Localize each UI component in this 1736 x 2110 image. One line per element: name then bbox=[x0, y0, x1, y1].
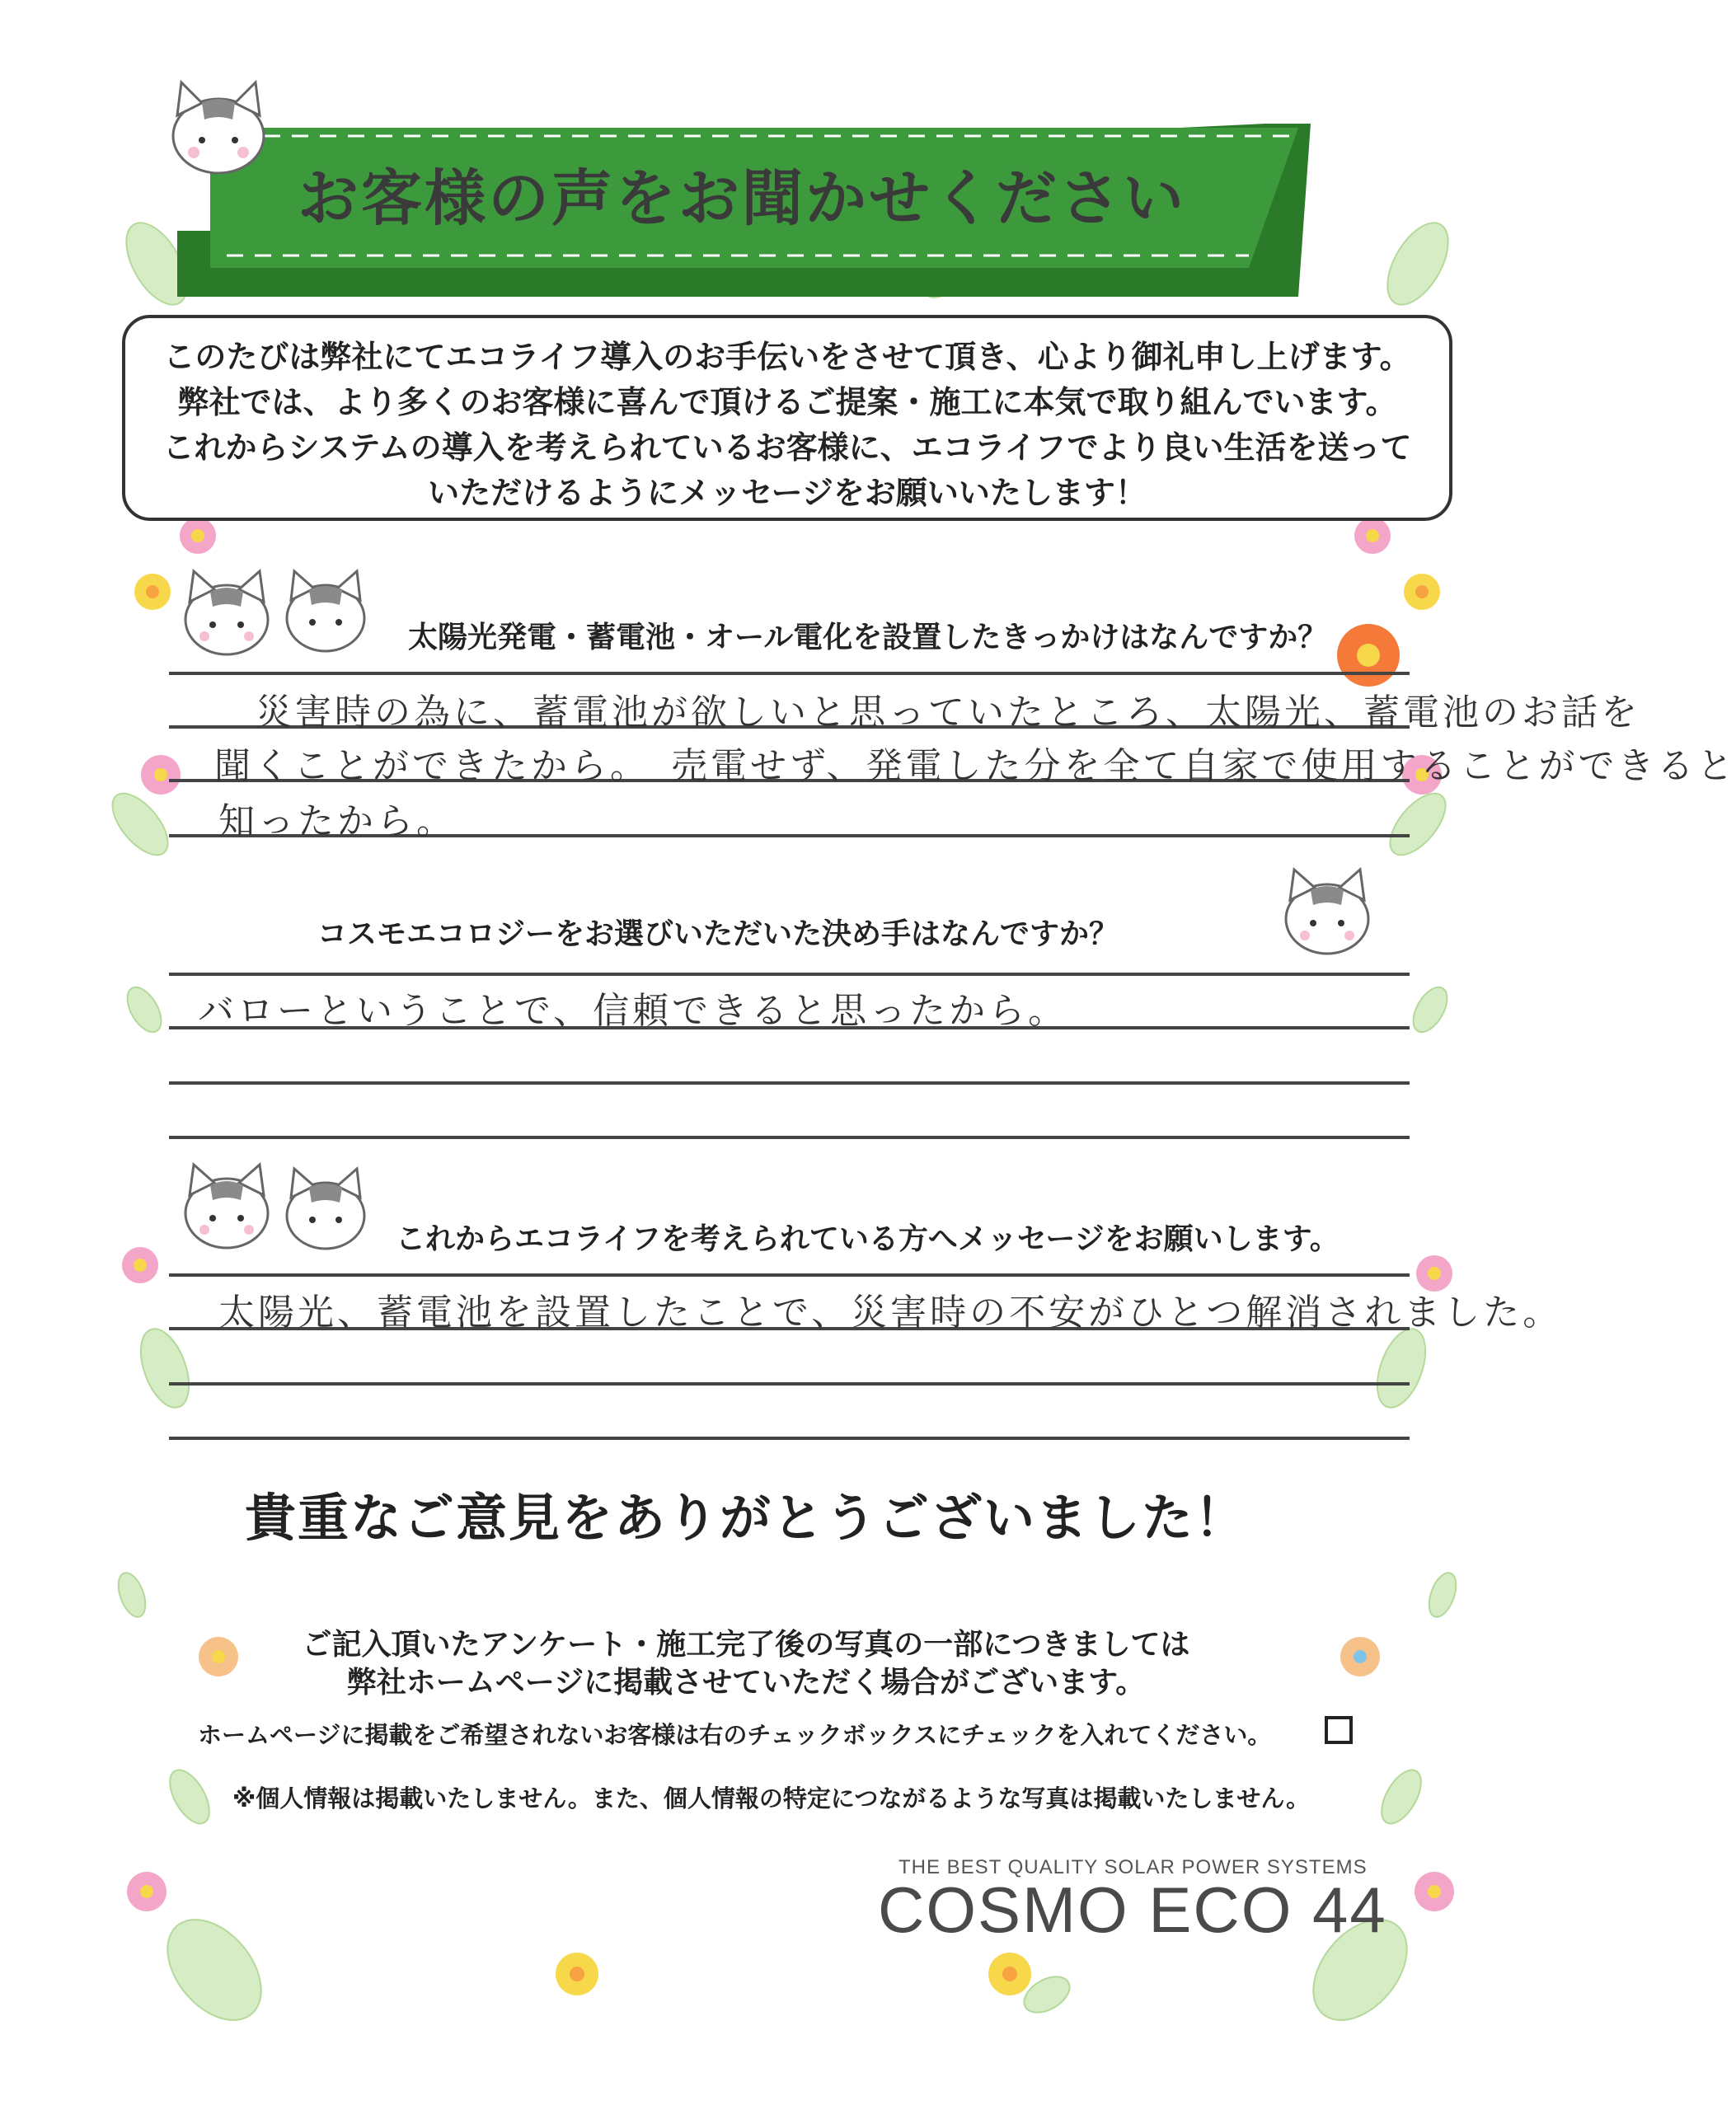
intro-line: このたびは弊社にてエコライフ導入のお手伝いをさせて頂き、心より御礼申し上げます。 bbox=[163, 339, 1411, 375]
logo-tagline: THE BEST QUALITY SOLAR POWER SYSTEMS bbox=[898, 1856, 1368, 1878]
answer-line bbox=[169, 1437, 1410, 1440]
answer-1-line: 災害時の為に、蓄電池が欲しいと思っていたところ、太陽光、蓄電池のお話を bbox=[256, 692, 1640, 734]
intro-line: これからシステムの導入を考えられているお客様に、エコライフでより良い生活を送って bbox=[162, 429, 1412, 466]
cat-mascot-icon bbox=[276, 569, 375, 659]
company-logo: COSMO ECO 44 bbox=[878, 1873, 1387, 1946]
answer-3-line: 太陽光、蓄電池を設置したことで、災害時の不安がひとつ解消されました。 bbox=[218, 1292, 1563, 1334]
cat-mascot-icon bbox=[276, 1166, 375, 1257]
intro-line: いただけるようにメッセージをお願いいたします！ bbox=[428, 475, 1147, 511]
cat-mascot-icon bbox=[173, 569, 280, 663]
notice-line: ご記入頂いたアンケート・施工完了後の写真の一部につきましては bbox=[302, 1628, 1190, 1662]
answer-2-line: バローということで、信頼できると思ったから。 bbox=[198, 990, 1068, 1032]
answer-line bbox=[169, 672, 1410, 675]
question-3-label: これからエコライフを考えられている方へメッセージをお願いします。 bbox=[396, 1222, 1340, 1256]
question-2-label: コスモエコロジーをお選びいただいた決め手はなんですか？ bbox=[317, 917, 1119, 951]
question-1-label: 太陽光発電・蓄電池・オール電化を設置したきっかけはなんですか？ bbox=[408, 621, 1328, 654]
intro-line: 弊社では、より多くのお客様に喜んで頂けるご提案・施工に本気で取り組んでいます。 bbox=[177, 384, 1397, 420]
opt-out-checkbox[interactable] bbox=[1325, 1716, 1353, 1744]
cat-mascot-icon bbox=[157, 78, 280, 181]
answer-line bbox=[169, 1081, 1410, 1085]
answer-line bbox=[169, 973, 1410, 976]
answer-line bbox=[169, 1382, 1410, 1386]
answer-1-line: 聞くことができたから。 売電せず、発電した分を全て自家で使用することができると bbox=[214, 745, 1736, 787]
opt-out-instruction: ホームページに掲載をご希望されないお客様は右のチェックボックスにチェックを入れてください。 bbox=[198, 1721, 1272, 1749]
notice-line: 弊社ホームページに掲載させていただく場合がございます。 bbox=[346, 1666, 1146, 1700]
answer-line bbox=[169, 1136, 1410, 1139]
page-title: お客様の声をお聞かせください bbox=[298, 163, 1186, 234]
thanks-heading: 貴重なご意見をありがとうございました！ bbox=[244, 1488, 1247, 1548]
answer-1-line: 知ったから。 bbox=[218, 800, 456, 842]
cat-mascot-icon bbox=[173, 1162, 280, 1257]
answer-line bbox=[169, 1273, 1410, 1277]
privacy-note: ※個人情報は掲載いたしません。また、個人情報の特定につながるような写真は掲載いたしません。 bbox=[232, 1784, 1311, 1812]
cat-mascot-icon bbox=[1274, 865, 1381, 964]
intro-message-box bbox=[122, 315, 1452, 521]
